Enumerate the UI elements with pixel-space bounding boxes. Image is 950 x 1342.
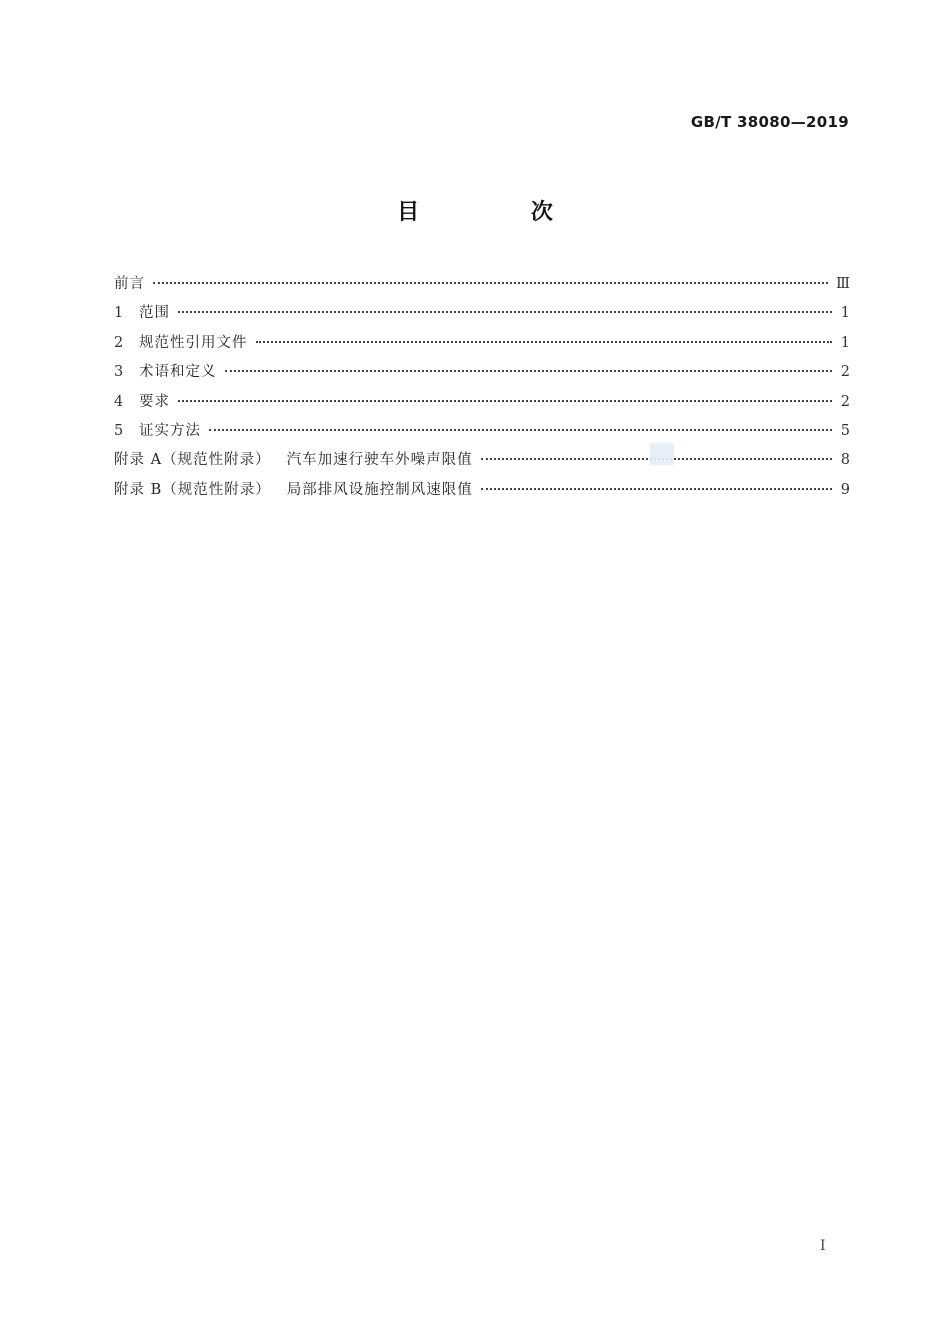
toc-appendix-title: 汽车加速行驶车外噪声限值 xyxy=(286,452,473,469)
toc-entry-terms-definitions[interactable] xyxy=(114,360,850,389)
toc-entry-number: 1 xyxy=(114,305,124,322)
toc-entry-page: Ⅲ xyxy=(836,276,850,292)
toc-entry-label: 前言 xyxy=(114,276,145,292)
toc-leader-dots xyxy=(153,282,828,284)
toc-leader-dots xyxy=(225,370,833,372)
toc-entry-page: 9 xyxy=(840,481,850,498)
toc-title: 目 次 xyxy=(397,200,605,225)
toc-entry-number: 4 xyxy=(114,393,124,410)
standard-code: GB/T 38080—2019 xyxy=(690,113,849,131)
toc-entry-label: 证实方法 xyxy=(139,422,201,439)
toc-leader-dots xyxy=(481,488,832,490)
toc-appendix-prefix: 附录 B（规范性附录） xyxy=(114,481,271,498)
toc-leader-dots xyxy=(256,341,833,343)
toc-entry-page: 5 xyxy=(840,422,850,439)
toc-entry-appendix-b[interactable] xyxy=(114,478,850,507)
toc-entry-normative-references[interactable] xyxy=(114,331,850,360)
toc-entry-label: 规范性引用文件 xyxy=(139,334,248,351)
toc-appendix-title: 局部排风设施控制风速限值 xyxy=(286,481,473,498)
toc-entry-number: 5 xyxy=(114,422,124,439)
toc-leader-dots xyxy=(209,429,832,431)
toc-entry-label: 要求 xyxy=(139,393,170,410)
toc-entry-requirements[interactable] xyxy=(114,390,850,419)
page-number: Ⅰ xyxy=(820,1238,826,1254)
toc-entry-foreword[interactable] xyxy=(114,272,850,301)
toc-entry-page: 8 xyxy=(840,452,850,469)
toc-entry-scope[interactable] xyxy=(114,301,850,330)
watermark-mark xyxy=(650,443,674,465)
toc-entry-page: 2 xyxy=(840,393,850,410)
toc-entry-page: 2 xyxy=(840,364,850,381)
toc-entry-page: 1 xyxy=(840,334,850,351)
toc-entry-label: 术语和定义 xyxy=(139,364,217,381)
toc-entry-page: 1 xyxy=(840,305,850,322)
toc-leader-dots xyxy=(178,311,832,313)
toc-entry-number: 3 xyxy=(114,364,124,381)
table-of-contents xyxy=(114,272,850,507)
toc-entry-label: 范围 xyxy=(139,305,170,322)
toc-leader-dots xyxy=(178,400,832,402)
toc-appendix-prefix: 附录 A（规范性附录） xyxy=(114,452,271,469)
toc-entry-number: 2 xyxy=(114,334,124,351)
toc-entry-appendix-a[interactable] xyxy=(114,448,850,477)
toc-entry-verification-methods[interactable] xyxy=(114,419,850,448)
